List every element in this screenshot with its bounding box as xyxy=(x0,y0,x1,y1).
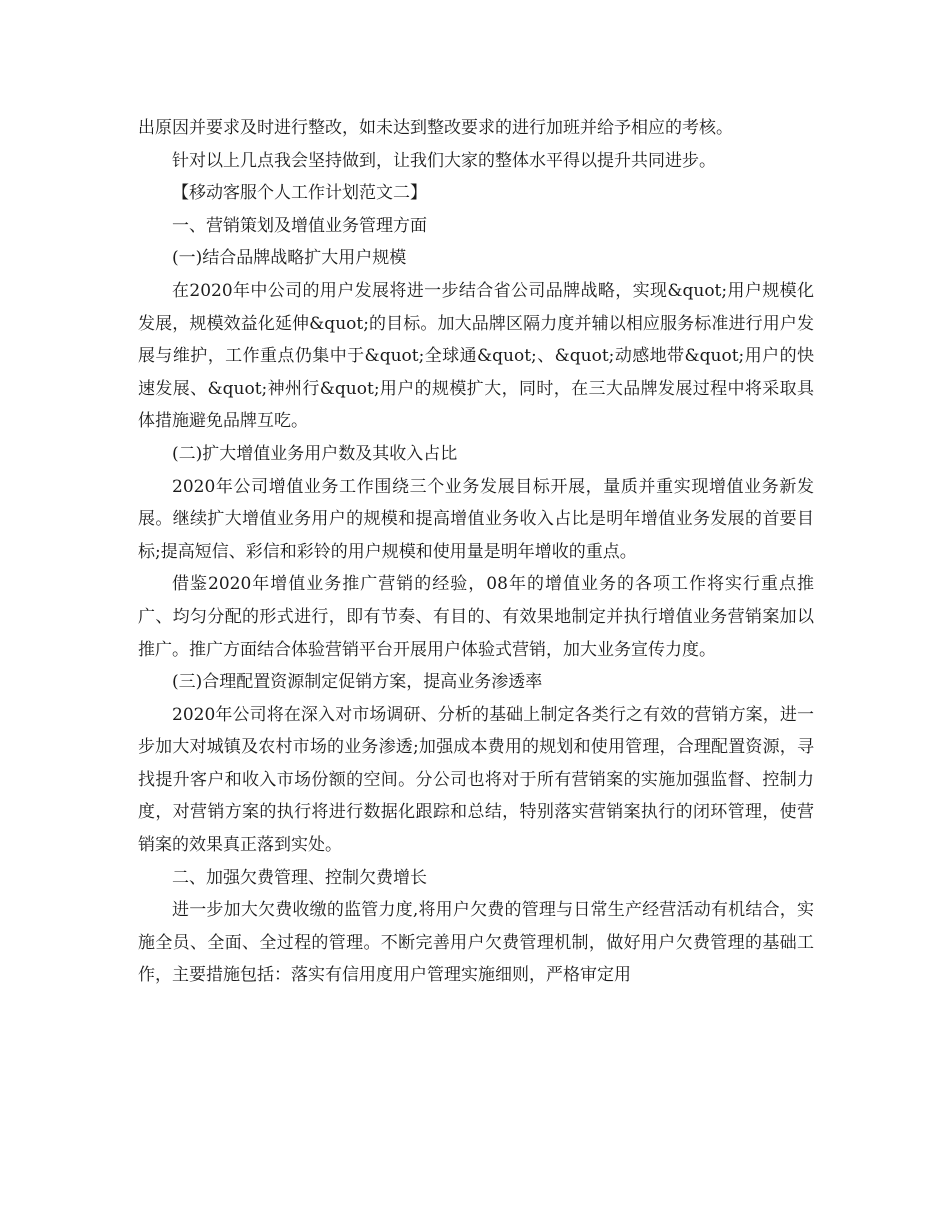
paragraph-continuation: 出原因并要求及时进行整改，如未达到整改要求的进行加班并给予相应的考核。 xyxy=(138,118,733,138)
paragraph-commitment: 针对以上几点我会坚持做到，让我们大家的整体水平得以提升共同进步。 xyxy=(172,150,716,171)
heading-marketing: 一、营销策划及增值业务管理方面 xyxy=(172,215,427,236)
paragraph-value-added-promotion: 借鉴2020年增值业务推广营销的经验，08年的增值业务的各项工作将实行重点推广、均匀分配的形式进行，即有节奏、有目的、有效果地制定并执行增值业务营销案加以推广。推广方面结合体验营销平台开展用户体验式营销，加大业务宣传力度。 xyxy=(138,574,814,660)
subheading-resources: (三)合理配置资源制定促销方案，提高业务渗透率 xyxy=(172,672,543,693)
heading-arrears: 二、加强欠费管理、控制欠费增长 xyxy=(172,867,427,888)
paragraph-arrears: 进一步加大欠费收缴的监管力度,将用户欠费的管理与日常生产经营活动有机结合，实施全员、全面、全过程的管理。不断完善用户欠费管理机制，做好用户欠费管理的基础工作，主要措施包括：落实有信用度用户管理实施细则，严格审定用 xyxy=(138,900,814,986)
document-body xyxy=(138,112,814,992)
paragraph-resources: 2020年公司将在深入对市场调研、分析的基础上制定各类行之有效的营销方案，进一步加大对城镇及农村市场的业务渗透;加强成本费用的规划和使用管理，合理配置资源，寻找提升客户和收入市场份额的空间。分公司也将对于所有营销案的实施加强监督、控制力度，对营销方案的执行将进行数据化跟踪和总结，特别落实营销案执行的闭环管理，使营销案的效果真正落到实处。 xyxy=(138,704,814,856)
paragraph-brand-strategy: 在2020年中公司的用户发展将进一步结合省公司品牌战略，实现&quot;用户规模化发展，规模效益化延伸&quot;的目标。加大品牌区隔力度并辅以相应服务标准进行用户发展与维护，工作重点仍集中于&quot;全球通&quot;、&quot;动感地带&quot;用户的快速发展、&quot;神州行&quot;用户的规模扩大，同时，在三大品牌发展过程中将采取具体措施避免品牌互吃。 xyxy=(138,280,814,432)
subheading-brand-strategy: (一)结合品牌战略扩大用户规模 xyxy=(172,248,407,269)
subheading-value-added: (二)扩大增值业务用户数及其收入占比 xyxy=(172,443,458,464)
section-title: 【移动客服个人工作计划范文二】 xyxy=(172,183,427,204)
paragraph-value-added-goals: 2020年公司增值业务工作围绕三个业务发展目标开展，量质并重实现增值业务新发展。继续扩大增值业务用户的规模和提高增值业务收入占比是明年增值业务发展的首要目标;提高短信、彩信和彩铃的用户规模和使用量是明年增收的重点。 xyxy=(138,476,814,562)
